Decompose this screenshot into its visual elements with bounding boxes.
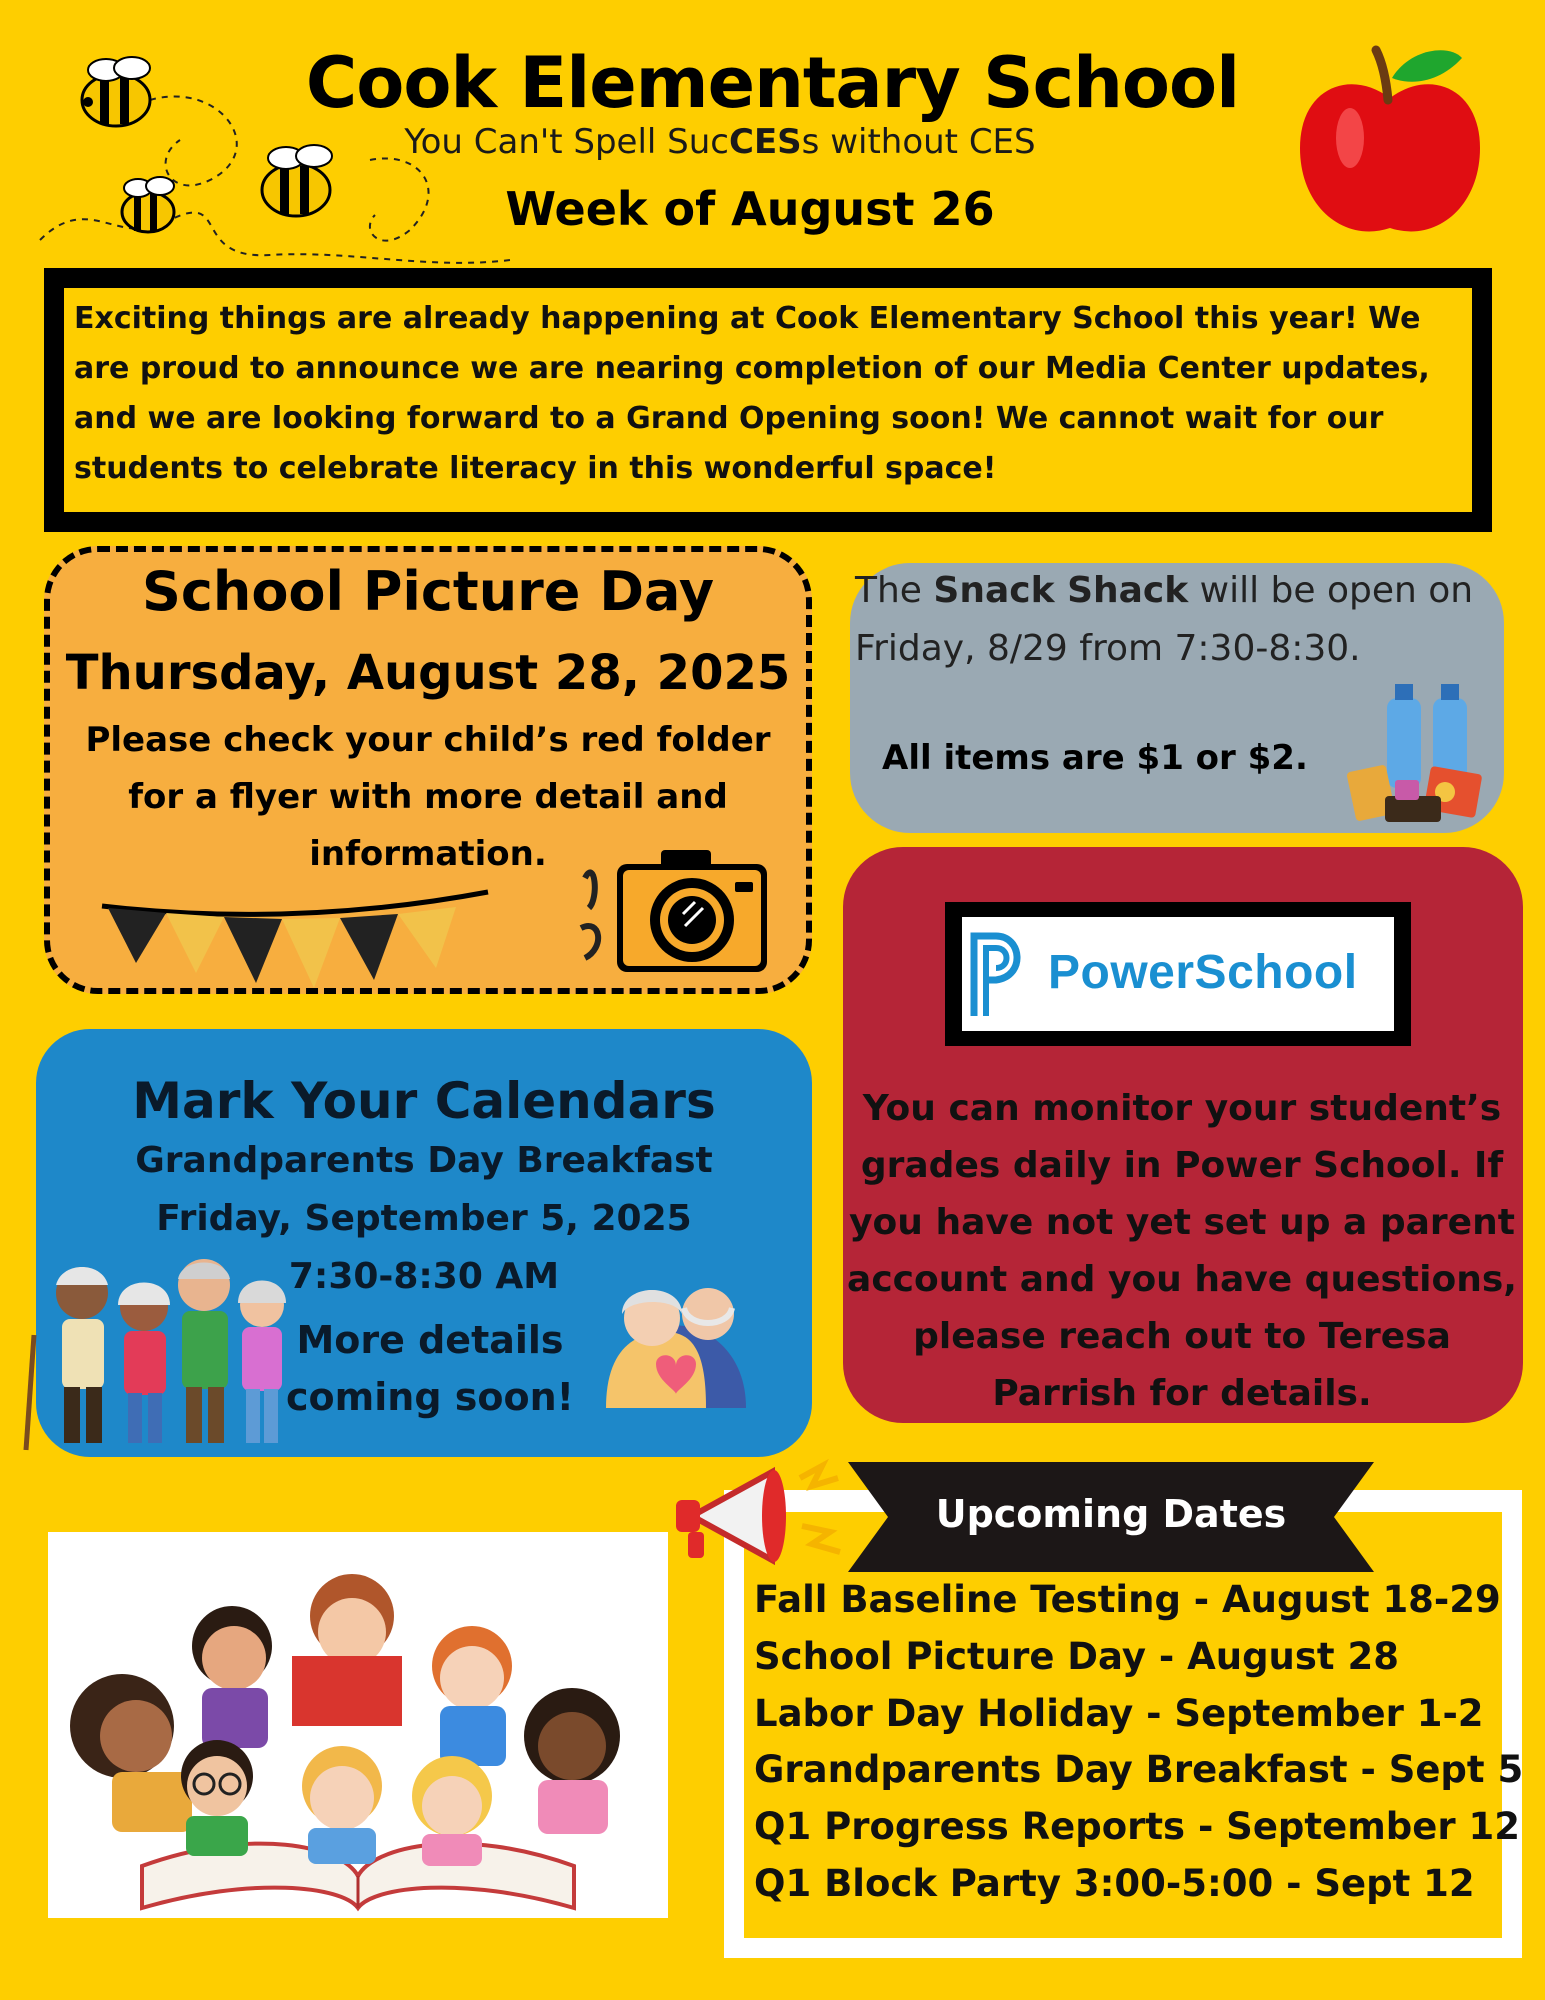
powerschool-p-icon — [966, 926, 1036, 1022]
snack-shack-price: All items are $1 or $2. — [882, 738, 1308, 778]
calendars-title: Mark Your Calendars — [132, 1072, 716, 1130]
camera-icon — [575, 838, 780, 978]
upcoming-title: Upcoming Dates — [935, 1492, 1287, 1536]
upcoming-item: Q1 Progress Reports - September 12 — [754, 1805, 1520, 1849]
upcoming-item: Fall Baseline Testing - August 18-29 — [754, 1578, 1501, 1621]
upcoming-item: Grandparents Day Breakfast - Sept 5 — [754, 1748, 1524, 1792]
megaphone-icon — [662, 1456, 852, 1576]
upcoming-item: Q1 Block Party 3:00-5:00 - Sept 12 — [754, 1861, 1475, 1905]
upcoming-list — [754, 1572, 1523, 1913]
grandparents-group-illustration — [22, 1245, 312, 1455]
tagline-end: s without CES — [801, 122, 1036, 162]
tagline-ces: CES — [729, 122, 802, 162]
calendars-event: Grandparents Day Breakfast — [135, 1140, 713, 1181]
powerschool-logo-text: PowerSchool — [1048, 946, 1358, 999]
school-tagline — [0, 122, 1440, 162]
upcoming-item: School Picture Day - August 28 — [754, 1634, 1399, 1678]
snack-shack-post: will be open on Friday, 8/29 from 7:30-8:30. — [855, 570, 1474, 669]
grandparents-heart-illustration — [596, 1268, 756, 1418]
school-title: Cook Elementary School — [305, 42, 1240, 124]
upcoming-item: Labor Day Holiday - September 1-2 — [754, 1691, 1484, 1735]
tagline-start: You Can't Spell Suc — [404, 122, 729, 162]
picture-day-date: Thursday, August 28, 2025 — [65, 645, 791, 701]
snack-shack-name: Snack Shack — [933, 570, 1189, 611]
snack-shack-pre: The — [855, 570, 934, 611]
calendars-date: Friday, September 5, 2025 — [156, 1198, 692, 1239]
snacks-icon — [1345, 680, 1490, 835]
picture-day-text: Please check your child’s red folder for a flyer with more detail and information. — [85, 720, 771, 874]
powerschool-text: You can monitor your student’s grades daily in Power School. If you have not yet set up a parent account and you have questions, please reach out to Teresa Parrish for details. — [847, 1088, 1517, 1414]
calendars-time: 7:30-8:30 AM — [288, 1256, 560, 1297]
announcement-box — [64, 288, 1472, 512]
bunting-decoration — [100, 888, 490, 998]
week-heading: Week of August 26 — [505, 182, 995, 236]
announcement-text: Exciting things are already happening at Cook Elementary School this year! We are proud to announce we are nearing completion of our Media Center updates, and we are looking forward to a Grand Opening soon! We cannot wait for our students to celebrate literacy in this wonderful space! — [74, 301, 1430, 486]
snack-shack-hours — [855, 562, 1495, 678]
picture-day-title: School Picture Day — [141, 560, 715, 623]
calendars-more: More details coming soon! — [286, 1318, 574, 1419]
kids-reading-illustration — [52, 1536, 664, 1914]
